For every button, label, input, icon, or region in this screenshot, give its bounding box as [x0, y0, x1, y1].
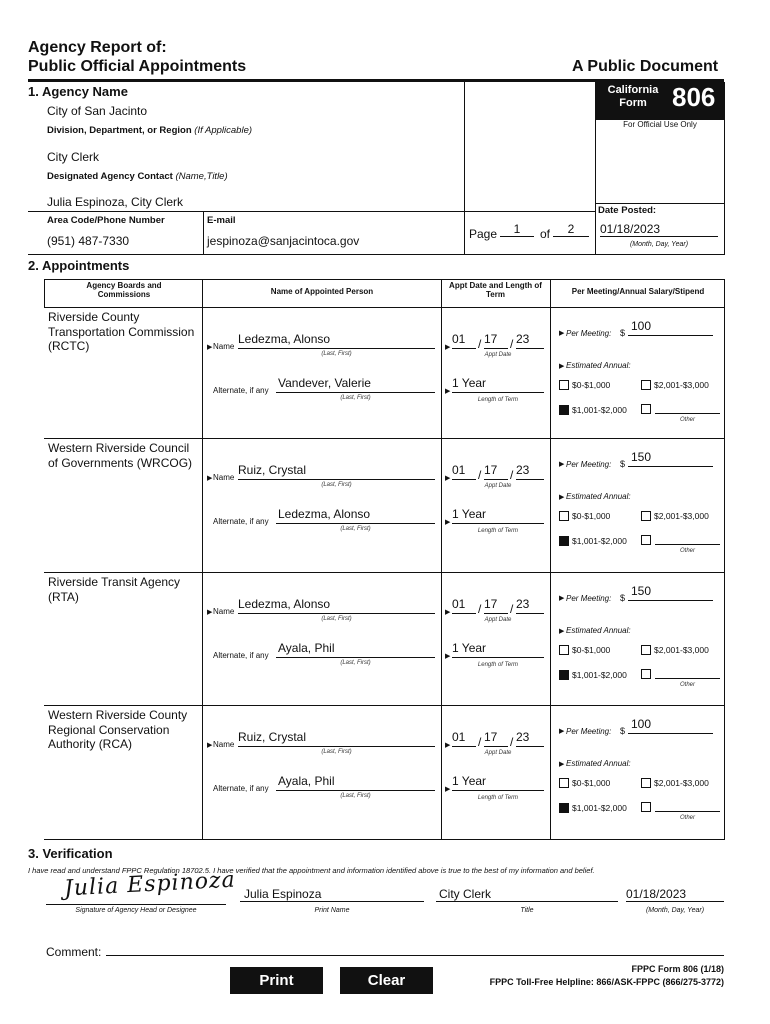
- range-2001-3000-label: $2,001-$3,000: [654, 380, 709, 390]
- range-1001-2000-label: $1,001-$2,000: [572, 803, 627, 813]
- agency-name-value[interactable]: City of San Jacinto: [47, 104, 148, 118]
- term-length-field[interactable]: 1 Year: [452, 376, 544, 393]
- term-length-field[interactable]: 1 Year: [452, 774, 544, 791]
- appt-day-field[interactable]: 17: [484, 332, 508, 349]
- appt-month-field[interactable]: 01: [452, 597, 476, 614]
- per-meeting-field[interactable]: 150: [628, 450, 713, 467]
- last-first-hint: (Last, First): [340, 526, 371, 532]
- appt-year-field[interactable]: 23: [516, 597, 544, 614]
- range-2001-3000-checkbox[interactable]: [641, 380, 651, 390]
- per-meeting-label: Per Meeting:: [566, 329, 612, 338]
- date-arrow-icon: ▶: [445, 475, 451, 482]
- alternate-name-field[interactable]: Ledezma, Alonso: [276, 507, 435, 524]
- title-line-2: Public Official Appointments: [28, 58, 247, 75]
- of-label: of: [540, 227, 551, 241]
- title-label: Title: [520, 907, 534, 914]
- other-hint: Other: [679, 548, 695, 554]
- appt-date-hint: Appt Date: [484, 483, 512, 489]
- appt-date-hint: Appt Date: [484, 750, 512, 756]
- appt-date-hint: Appt Date: [484, 617, 512, 623]
- term-arrow-icon: ▶: [445, 388, 451, 395]
- dollar-sign: $: [620, 726, 626, 736]
- other-hint: Other: [679, 682, 695, 688]
- name-arrow-icon: ▶: [207, 742, 213, 749]
- verification-date-field[interactable]: 01/18/2023: [626, 887, 724, 902]
- board-name: Riverside Transit Agency (RTA): [48, 575, 181, 604]
- per-meeting-arrow-icon: ▶: [559, 461, 565, 468]
- page-total-field[interactable]: 2: [553, 222, 589, 237]
- name-prefix: Name: [213, 607, 235, 616]
- term-length-field[interactable]: 1 Year: [452, 507, 544, 524]
- appointee-name-field[interactable]: Ruiz, Crystal: [238, 730, 435, 747]
- range-2001-3000-label: $2,001-$3,000: [654, 511, 709, 521]
- verification-statement: I have read and understand FPPC Regulation 18702.5. I have verified that the appointment and information identified above is true to the best of my information and belief.: [28, 866, 595, 875]
- term-length-field[interactable]: 1 Year: [452, 641, 544, 658]
- print-button[interactable]: Print: [230, 967, 323, 994]
- form-id: FPPC Form 806 (1/18): [631, 964, 724, 974]
- last-first-hint: (Last, First): [340, 660, 371, 666]
- title-line-1: Agency Report of:: [28, 39, 167, 56]
- other-hint: Other: [679, 417, 695, 423]
- range-1001-2000-checkbox[interactable]: [559, 536, 569, 546]
- signature-image: Julia Espinoza: [63, 867, 237, 902]
- estimated-arrow-icon: ▶: [559, 494, 565, 501]
- form-state-label: California Form: [607, 84, 659, 109]
- division-value[interactable]: City Clerk: [47, 150, 100, 164]
- per-meeting-arrow-icon: ▶: [559, 595, 565, 602]
- other-checkbox[interactable]: [641, 404, 651, 414]
- page-number-field[interactable]: 1: [500, 222, 534, 237]
- date-posted-hint: (Month, Day, Year): [629, 241, 689, 248]
- range-2001-3000-checkbox[interactable]: [641, 511, 651, 521]
- range-0-1000-label: $0-$1,000: [572, 380, 611, 390]
- range-1001-2000-label: $1,001-$2,000: [572, 670, 627, 680]
- appointee-name-field[interactable]: Ruiz, Crystal: [238, 463, 435, 480]
- range-1001-2000-label: $1,001-$2,000: [572, 536, 627, 546]
- appointee-name-field[interactable]: Ledezma, Alonso: [238, 597, 435, 614]
- date-posted-label: Date Posted:: [598, 205, 657, 216]
- range-0-1000-label: $0-$1,000: [572, 511, 611, 521]
- division-label: Division, Department, or Region (If Applicable): [47, 125, 253, 136]
- range-2001-3000-checkbox[interactable]: [641, 778, 651, 788]
- appt-year-field[interactable]: 23: [516, 332, 544, 349]
- name-prefix: Name: [213, 342, 235, 351]
- date-arrow-icon: ▶: [445, 344, 451, 351]
- date-arrow-icon: ▶: [445, 742, 451, 749]
- range-0-1000-checkbox[interactable]: [559, 645, 569, 655]
- estimated-arrow-icon: ▶: [559, 363, 565, 370]
- alternate-prefix: Alternate, if any: [213, 386, 269, 395]
- alternate-name-field[interactable]: Ayala, Phil: [276, 774, 435, 791]
- signature-label: Signature of Agency Head or Designee: [75, 907, 197, 914]
- page-label: Page: [469, 227, 498, 241]
- name-arrow-icon: ▶: [207, 609, 213, 616]
- date-posted-field[interactable]: 01/18/2023: [600, 222, 718, 237]
- range-0-1000-label: $0-$1,000: [572, 645, 611, 655]
- print-name-label: Print Name: [314, 907, 350, 914]
- per-meeting-arrow-icon: ▶: [559, 330, 565, 337]
- appt-day-field[interactable]: 17: [484, 463, 508, 480]
- other-amount-field[interactable]: [655, 401, 720, 414]
- dollar-sign: $: [620, 328, 626, 338]
- clear-button[interactable]: Clear: [340, 967, 433, 994]
- appt-year-field[interactable]: 23: [516, 463, 544, 480]
- comment-field[interactable]: [106, 940, 724, 956]
- date-arrow-icon: ▶: [445, 609, 451, 616]
- last-first-hint: (Last, First): [340, 395, 371, 401]
- other-hint: Other: [679, 815, 695, 821]
- term-arrow-icon: ▶: [445, 653, 451, 660]
- last-first-hint: (Last, First): [321, 749, 352, 755]
- range-1001-2000-checkbox[interactable]: [559, 803, 569, 813]
- appt-month-field[interactable]: 01: [452, 463, 476, 480]
- range-0-1000-checkbox[interactable]: [559, 778, 569, 788]
- appt-date-hint: Appt Date: [484, 352, 512, 358]
- last-first-hint: (Last, First): [321, 482, 352, 488]
- name-prefix: Name: [213, 473, 235, 482]
- col-header-boards: Agency Boards and Commissions: [86, 281, 162, 299]
- estimated-annual-label: Estimated Annual:: [566, 759, 631, 768]
- appt-day-field[interactable]: 17: [484, 730, 508, 747]
- range-0-1000-checkbox[interactable]: [559, 380, 569, 390]
- board-name: Western Riverside Council of Governments (WRCOG): [48, 441, 193, 470]
- alternate-prefix: Alternate, if any: [213, 784, 269, 793]
- term-hint: Length of Term: [477, 795, 519, 801]
- term-hint: Length of Term: [477, 662, 519, 668]
- name-prefix: Name: [213, 740, 235, 749]
- phone-label: Area Code/Phone Number: [47, 215, 165, 226]
- contact-label: Designated Agency Contact (Name,Title): [47, 171, 228, 182]
- phone-value[interactable]: (951) 487-7330: [47, 234, 130, 248]
- helpline: FPPC Toll-Free Helpline: 866/ASK-FPPC (866/275-3772): [489, 977, 724, 987]
- dollar-sign: $: [620, 459, 626, 469]
- verification-date-label: (Month, Day, Year): [645, 907, 705, 914]
- other-checkbox[interactable]: [641, 802, 651, 812]
- estimated-arrow-icon: ▶: [559, 761, 565, 768]
- section-2-heading: 2. Appointments: [28, 258, 130, 273]
- official-use-label: For Official Use Only: [623, 120, 697, 129]
- range-1001-2000-checkbox[interactable]: [559, 670, 569, 680]
- term-hint: Length of Term: [477, 528, 519, 534]
- per-meeting-label: Per Meeting:: [566, 460, 612, 469]
- last-first-hint: (Last, First): [340, 793, 371, 799]
- range-2001-3000-label: $2,001-$3,000: [654, 778, 709, 788]
- appt-month-field[interactable]: 01: [452, 730, 476, 747]
- name-arrow-icon: ▶: [207, 344, 213, 351]
- term-arrow-icon: ▶: [445, 786, 451, 793]
- email-value[interactable]: jespinoza@sanjacintoca.gov: [207, 234, 360, 248]
- form-number: 806: [672, 82, 716, 112]
- other-amount-field[interactable]: [655, 532, 720, 545]
- contact-value[interactable]: Julia Espinoza, City Clerk: [47, 195, 184, 209]
- other-checkbox[interactable]: [641, 669, 651, 679]
- last-first-hint: (Last, First): [321, 351, 352, 357]
- public-document-label: A Public Document: [572, 58, 719, 75]
- alternate-name-field[interactable]: Vandever, Valerie: [276, 376, 435, 393]
- other-amount-field[interactable]: [655, 799, 720, 812]
- alternate-prefix: Alternate, if any: [213, 651, 269, 660]
- title-field[interactable]: City Clerk: [436, 887, 618, 902]
- estimated-annual-label: Estimated Annual:: [566, 626, 631, 635]
- range-1001-2000-checkbox[interactable]: [559, 405, 569, 415]
- range-2001-3000-checkbox[interactable]: [641, 645, 651, 655]
- board-name: Western Riverside County Regional Conservation Authority (RCA): [48, 708, 188, 751]
- per-meeting-label: Per Meeting:: [566, 594, 612, 603]
- col-header-name: Name of Appointed Person: [270, 287, 374, 296]
- comment-label: Comment:: [46, 945, 102, 959]
- other-amount-field[interactable]: [655, 666, 720, 679]
- name-arrow-icon: ▶: [207, 475, 213, 482]
- board-name: Riverside County Transportation Commission (RCTC): [48, 310, 195, 353]
- last-first-hint: (Last, First): [321, 616, 352, 622]
- per-meeting-label: Per Meeting:: [566, 727, 612, 736]
- alternate-name-field[interactable]: Ayala, Phil: [276, 641, 435, 658]
- section-1-heading: 1. Agency Name: [28, 84, 128, 99]
- form-title: [28, 38, 246, 76]
- col-header-date: Appt Date and Length of Term: [449, 281, 542, 299]
- section-3-heading: 3. Verification: [28, 846, 113, 861]
- dollar-sign: $: [620, 593, 626, 603]
- estimated-annual-label: Estimated Annual:: [566, 361, 631, 370]
- estimated-annual-label: Estimated Annual:: [566, 492, 631, 501]
- appt-year-field[interactable]: 23: [516, 730, 544, 747]
- email-label: E-mail: [207, 215, 236, 226]
- per-meeting-field[interactable]: 100: [628, 319, 713, 336]
- per-meeting-field[interactable]: 100: [628, 717, 713, 734]
- other-checkbox[interactable]: [641, 535, 651, 545]
- estimated-arrow-icon: ▶: [559, 628, 565, 635]
- appt-month-field[interactable]: 01: [452, 332, 476, 349]
- range-0-1000-checkbox[interactable]: [559, 511, 569, 521]
- per-meeting-field[interactable]: 150: [628, 584, 713, 601]
- term-hint: Length of Term: [477, 397, 519, 403]
- range-0-1000-label: $0-$1,000: [572, 778, 611, 788]
- range-1001-2000-label: $1,001-$2,000: [572, 405, 627, 415]
- col-header-stipend: Per Meeting/Annual Salary/Stipend: [571, 287, 705, 296]
- appt-day-field[interactable]: 17: [484, 597, 508, 614]
- per-meeting-arrow-icon: ▶: [559, 728, 565, 735]
- range-2001-3000-label: $2,001-$3,000: [654, 645, 709, 655]
- term-arrow-icon: ▶: [445, 519, 451, 526]
- appointee-name-field[interactable]: Ledezma, Alonso: [238, 332, 435, 349]
- alternate-prefix: Alternate, if any: [213, 517, 269, 526]
- print-name-field[interactable]: Julia Espinoza: [240, 887, 424, 902]
